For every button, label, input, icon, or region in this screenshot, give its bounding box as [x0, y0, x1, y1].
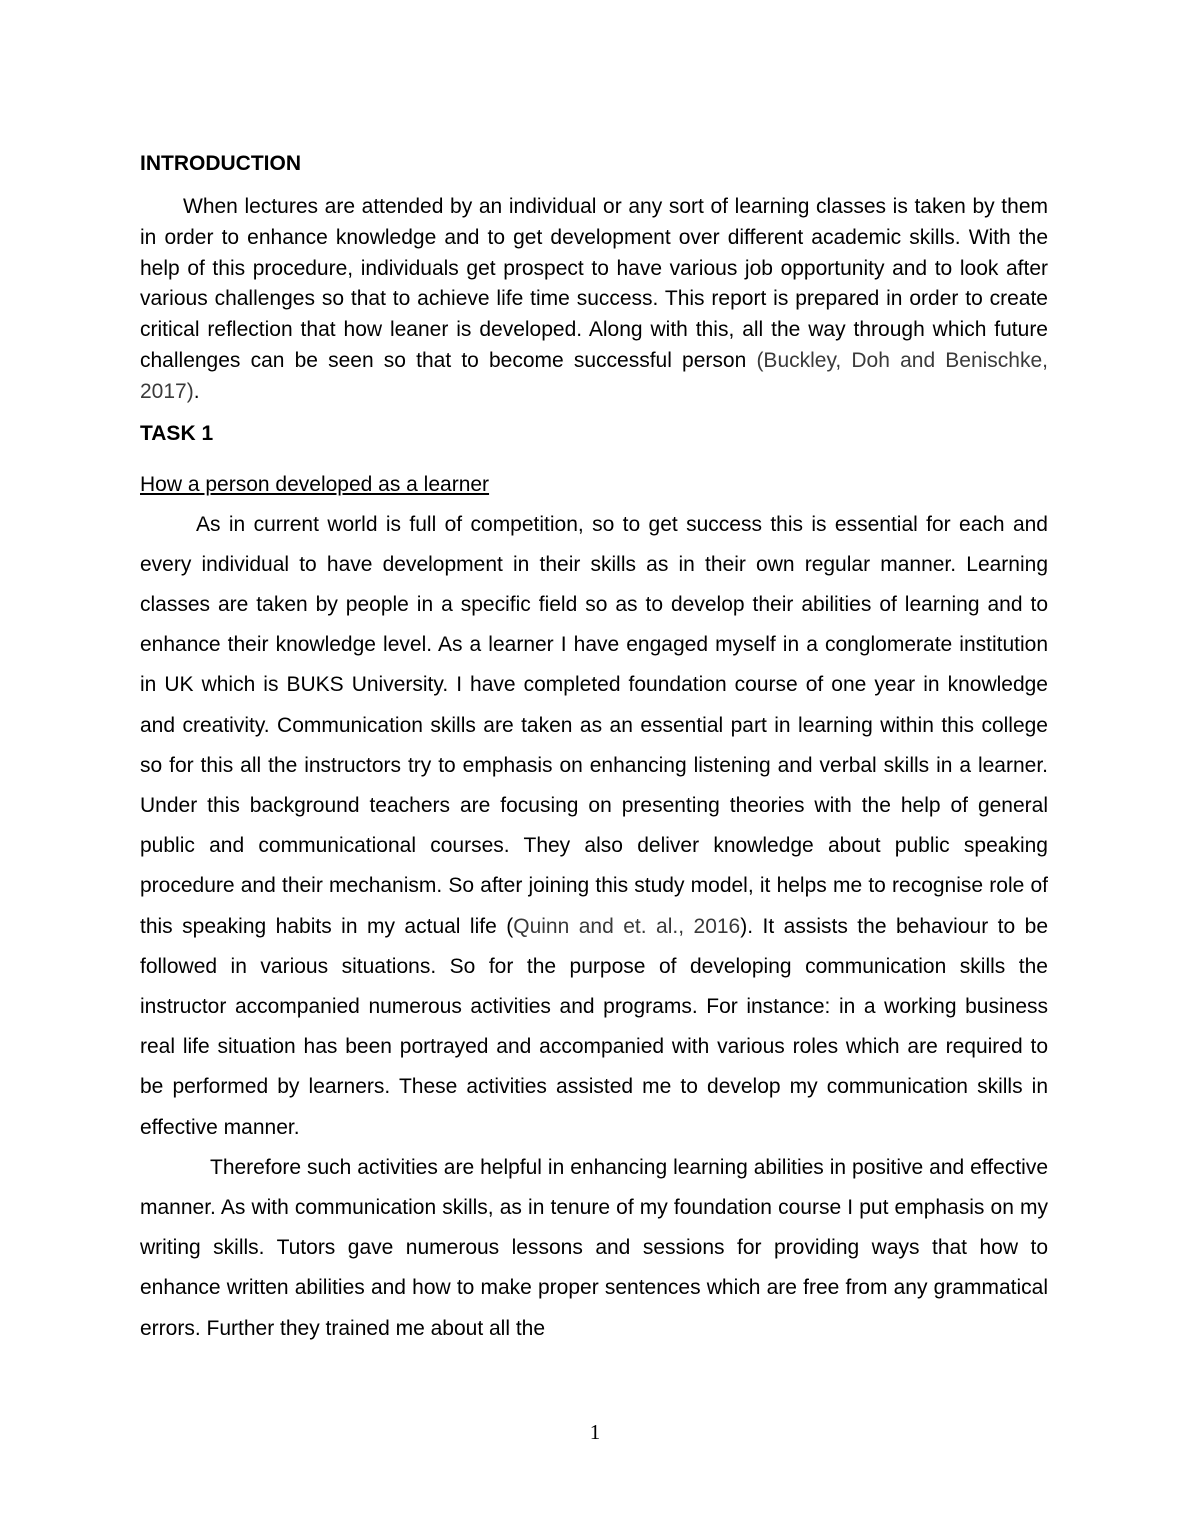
introduction-end: .: [193, 379, 200, 403]
body-paragraph-1-text-before: As in current world is full of competition, so to get success this is essential for each and every individual to have development in their skills as in their own regular manner. Learning classes are taken by people in a specific field so as to develop their abilities of learning and to enhance their knowledge level. As a learner I have engaged myself in a conglomerate institution in UK which is BUKS University. I have completed foundation course of one year in knowledge and creativity. Communication skills are taken as an essential part in learning within this college so for this all the instructors try to emphasis on enhancing listening and verbal skills in a learner. Under this background teachers are focusing on presenting theories with the help of general public and communicational courses. They also deliver knowledge about public speaking procedure and their mechanism. So after joining this study model, it helps me to recognise role of this speaking habits in my actual life (: [140, 512, 1048, 938]
body-paragraph-1-text-after: ). It assists the behaviour to be followed in various situations. So for the purpose of developing communication skills the instructor accompanied numerous activities and programs. For instance: in a working business real life situation has been portrayed and accompanied with various roles which are required to be performed by learners. These activities assisted me to develop my communication skills in effective manner.: [140, 914, 1048, 1139]
introduction-text: When lectures are attended by an individual or any sort of learning classes is taken by them in order to enhance knowledge and to get development over different academic skills. With the help of this procedure, individuals get prospect to have various job opportunity and to look after various challenges so that to achieve life time success. This report is prepared in order to create critical reflection that how leaner is developed. Along with this, all the way through which future challenges can be seen so that to become successful person: [140, 195, 1048, 372]
body-paragraph-1: [140, 505, 1048, 1148]
page-number: 1: [589, 1420, 601, 1444]
body-paragraph-1-citation: Quinn and et. al., 2016: [513, 914, 741, 938]
introduction-citation: (Buckley, Doh and Benischke, 2017): [140, 348, 1048, 403]
introduction-heading: INTRODUCTION: [140, 152, 301, 175]
body-paragraph-2: Therefore such activities are helpful in enhancing learning abilities in positive and effective manner. As with communication skills, as in tenure of my foundation course I put emphasis on my writing skills. Tutors gave numerous lessons and sessions for providing ways that how to enhance written abilities and how to make proper sentences which are free from any grammatical errors. Further they trained me about all the: [140, 1155, 1048, 1340]
introduction-paragraph: [140, 192, 1048, 408]
task-heading: TASK 1: [140, 421, 214, 445]
document-page: [140, 150, 1048, 1349]
section-subheading: How a person developed as a learner: [140, 472, 490, 496]
